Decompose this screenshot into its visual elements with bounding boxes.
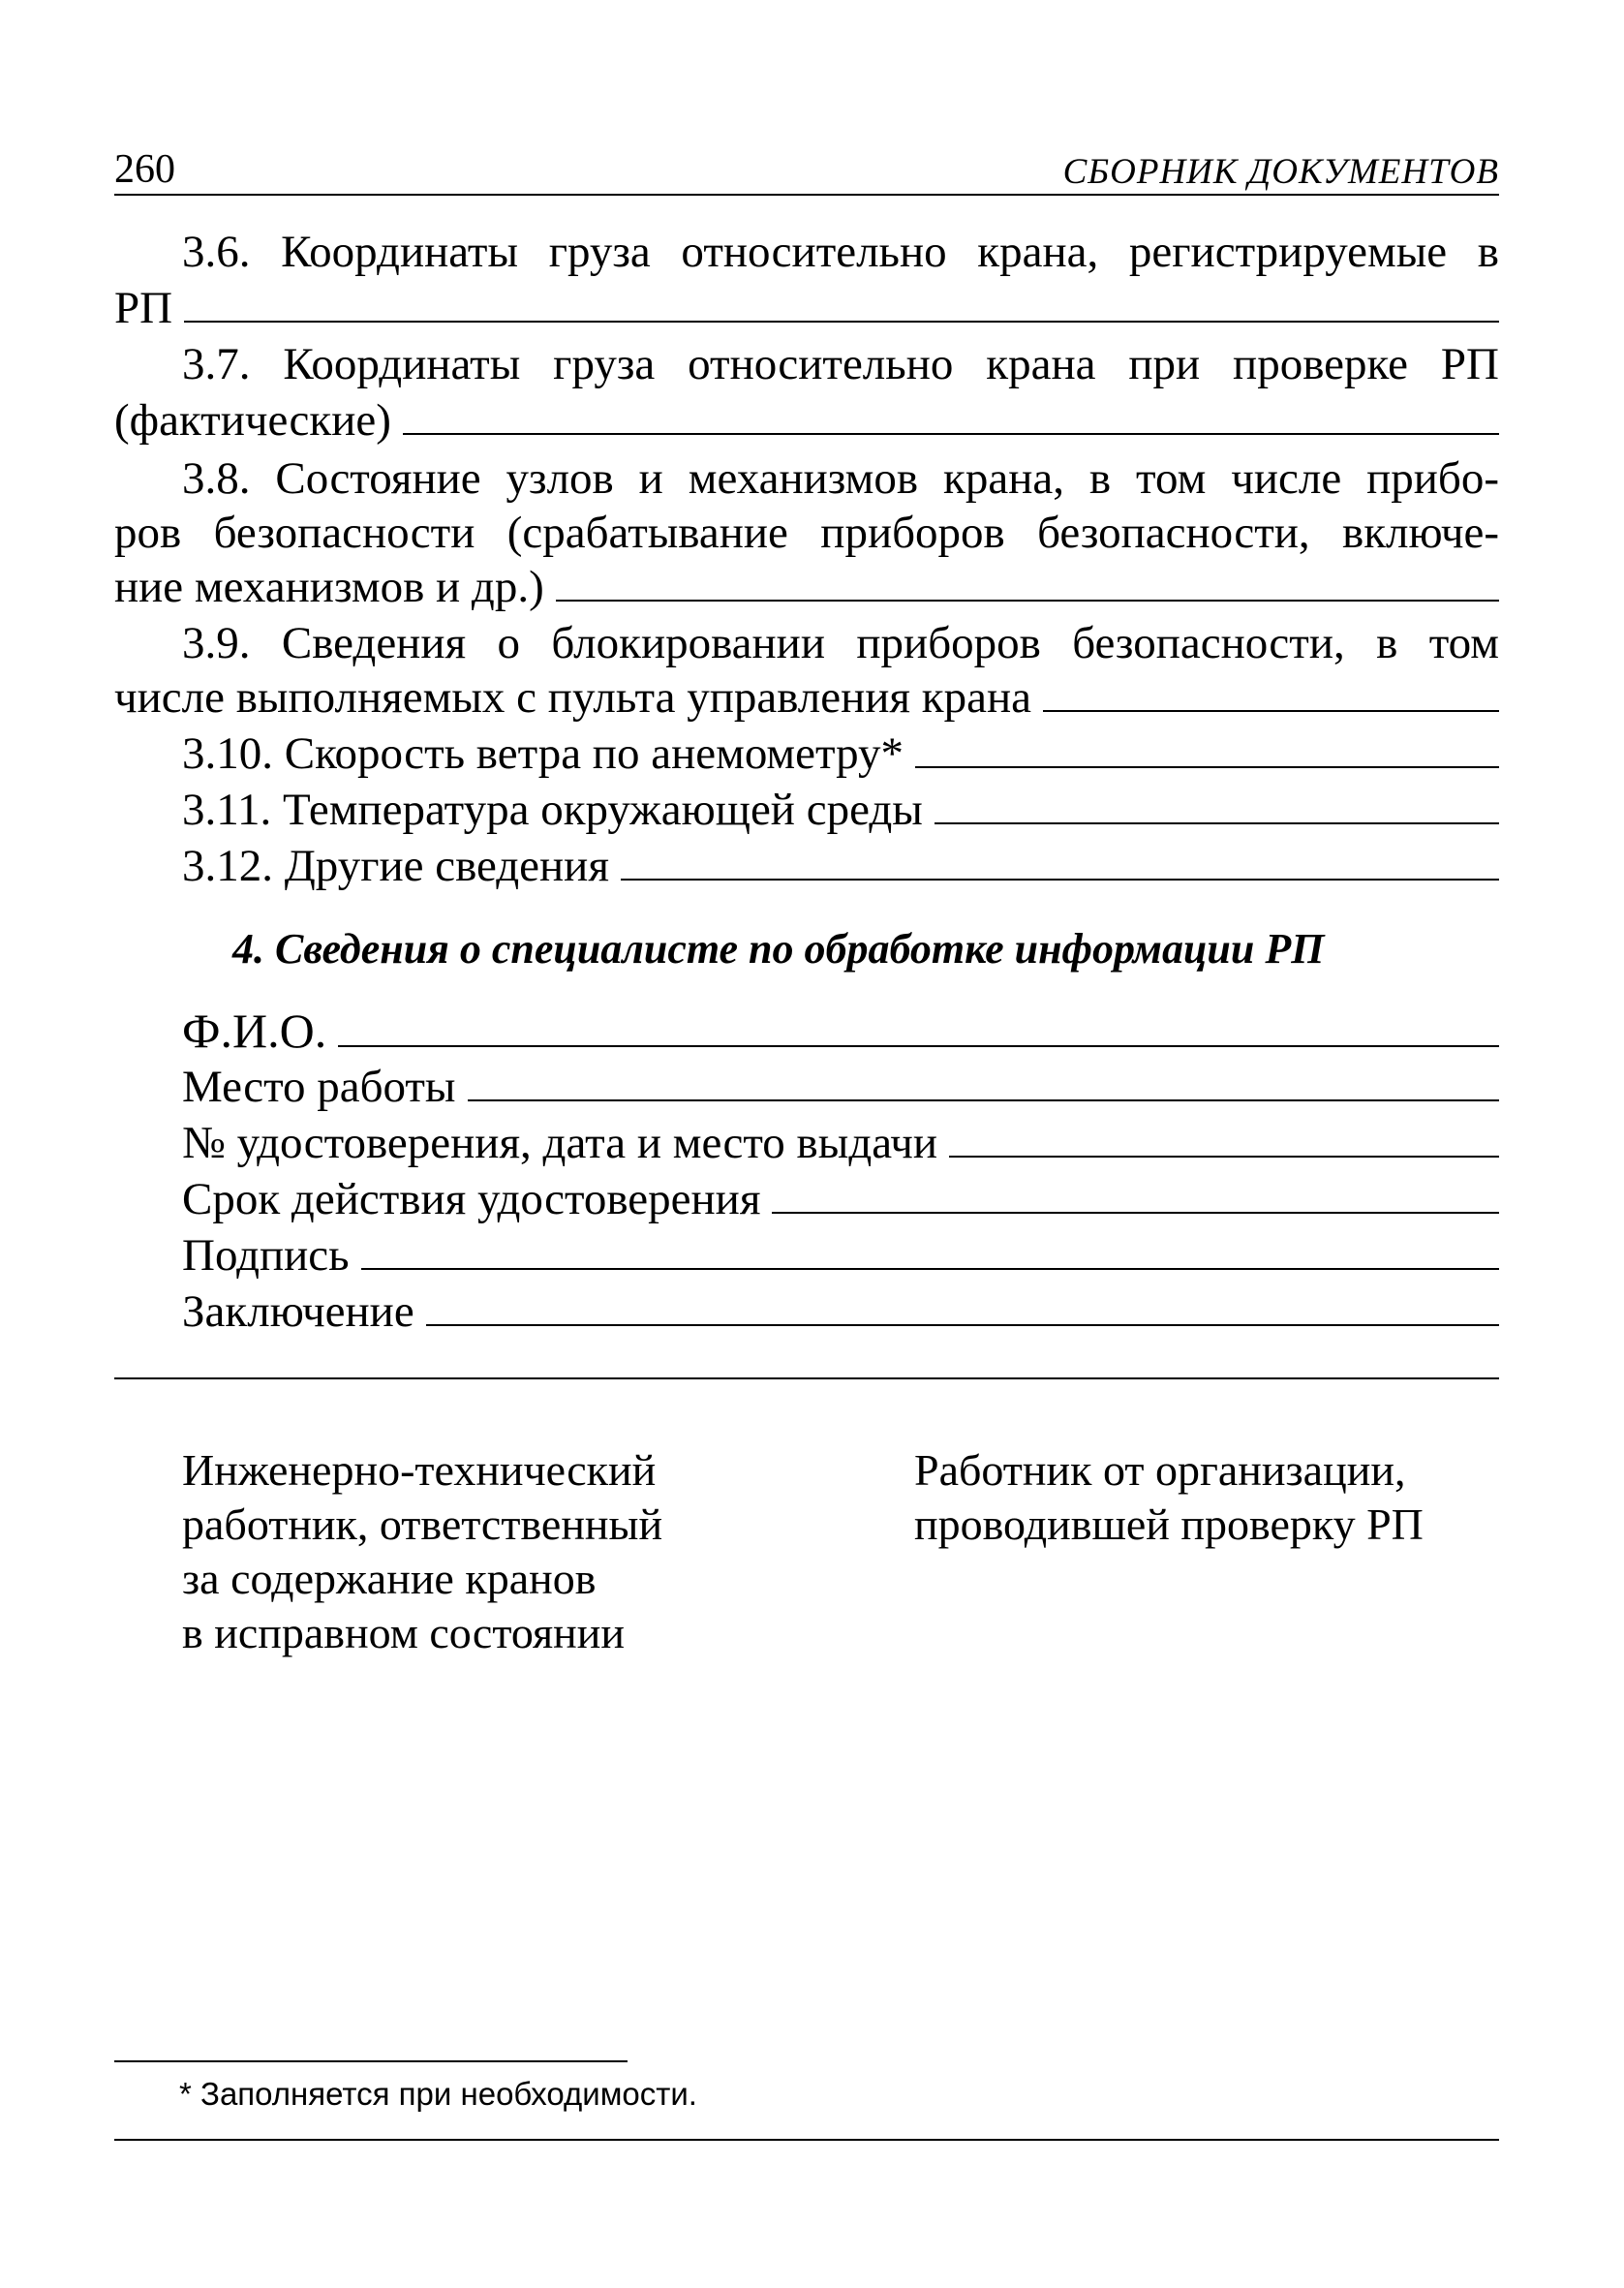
field-validity-label: Срок действия удостоверения xyxy=(182,1174,761,1224)
field-fio-label: Ф.И.О. xyxy=(182,1004,327,1058)
field-signature-line[interactable] xyxy=(361,1267,1499,1270)
field-validity xyxy=(182,1172,1499,1226)
field-signature-label: Подпись xyxy=(182,1230,350,1281)
item-3-8-text-cont: ров безопасности (срабатывание приборов безопасности, включе- xyxy=(114,508,1499,558)
item-3-6-line2 xyxy=(114,281,1499,335)
item-3-9-text-cont: числе выполняемых с пульта управления крана xyxy=(114,672,1031,723)
field-signature xyxy=(182,1228,1499,1283)
signature-block-right xyxy=(914,1443,1515,1552)
item-3-8-line2 xyxy=(114,506,1499,560)
item-3-7-line2 xyxy=(114,393,1499,448)
item-3-8-text: 3.8. Состояние узлов и механизмов крана, в том числе прибо- xyxy=(182,453,1499,504)
item-3-10 xyxy=(182,727,1499,781)
item-3-10-fill-line[interactable] xyxy=(915,765,1499,768)
item-3-7-text-cont: (фактические) xyxy=(114,395,391,446)
field-certificate-label: № удостоверения, дата и место выдачи xyxy=(182,1118,937,1168)
item-3-6-text: 3.6. Координаты груза относительно крана, регистрируемые в xyxy=(182,227,1499,277)
signature-left-line: в исправном состоянии xyxy=(182,1608,625,1657)
bottom-rule xyxy=(114,2139,1499,2141)
signature-left-line: работник, ответственный xyxy=(182,1500,663,1549)
running-header xyxy=(114,145,1499,196)
separator-rule xyxy=(114,1377,1499,1379)
item-3-9-line1 xyxy=(182,616,1499,670)
field-certificate-line[interactable] xyxy=(949,1155,1499,1158)
signature-right-line: Работник от организации, xyxy=(914,1445,1406,1495)
field-conclusion-label: Заключение xyxy=(182,1286,414,1337)
section-4-title: 4. Сведения о специалисте по обработке информации РП xyxy=(232,925,1325,973)
signature-block-left xyxy=(182,1443,802,1660)
field-fio xyxy=(182,1004,1499,1058)
item-3-6-line1 xyxy=(182,225,1499,279)
signature-left-line: Инженерно-технический xyxy=(182,1445,657,1495)
running-title: СБОРНИК ДОКУМЕНТОВ xyxy=(1062,152,1499,192)
field-validity-line[interactable] xyxy=(772,1211,1499,1214)
field-workplace xyxy=(182,1060,1499,1114)
item-3-7-text: 3.7. Координаты груза относительно крана при проверке РП xyxy=(182,339,1499,389)
item-3-7-line1 xyxy=(182,337,1499,391)
field-workplace-label: Место работы xyxy=(182,1062,456,1112)
item-3-7-fill-line[interactable] xyxy=(403,432,1499,435)
item-3-9-text: 3.9. Сведения о блокировании приборов безопасности, в том xyxy=(182,618,1499,668)
item-3-12-text: 3.12. Другие сведения xyxy=(182,841,609,891)
item-3-11-text: 3.11. Температура окружающей среды xyxy=(182,785,923,835)
field-fio-line[interactable] xyxy=(338,1044,1499,1047)
item-3-11 xyxy=(182,783,1499,837)
field-workplace-line[interactable] xyxy=(468,1098,1499,1101)
item-3-6-text-cont: РП xyxy=(114,283,173,333)
item-3-8-fill-line[interactable] xyxy=(556,599,1499,602)
field-conclusion xyxy=(182,1284,1499,1339)
footnote: * Заполняется при необходимости. xyxy=(179,2076,697,2112)
item-3-8-text-end: ние механизмов и др.) xyxy=(114,562,544,612)
item-3-12-fill-line[interactable] xyxy=(621,878,1499,881)
item-3-6-fill-line[interactable] xyxy=(184,320,1499,323)
item-3-12 xyxy=(182,839,1499,893)
item-3-9-fill-line[interactable] xyxy=(1043,709,1499,712)
item-3-9-line2 xyxy=(114,670,1499,725)
signature-right-line: проводившей проверку РП xyxy=(914,1500,1424,1549)
item-3-11-fill-line[interactable] xyxy=(935,821,1499,824)
item-3-8-line1 xyxy=(182,451,1499,506)
signature-left-line: за содержание кранов xyxy=(182,1554,597,1603)
item-3-10-text: 3.10. Скорость ветра по анемометру* xyxy=(182,728,904,779)
page-number: 260 xyxy=(114,147,175,192)
item-3-8-line3 xyxy=(114,560,1499,614)
footnote-rule xyxy=(114,2060,628,2062)
field-certificate xyxy=(182,1116,1499,1170)
field-conclusion-line[interactable] xyxy=(426,1323,1499,1326)
header-rule xyxy=(114,194,1499,196)
